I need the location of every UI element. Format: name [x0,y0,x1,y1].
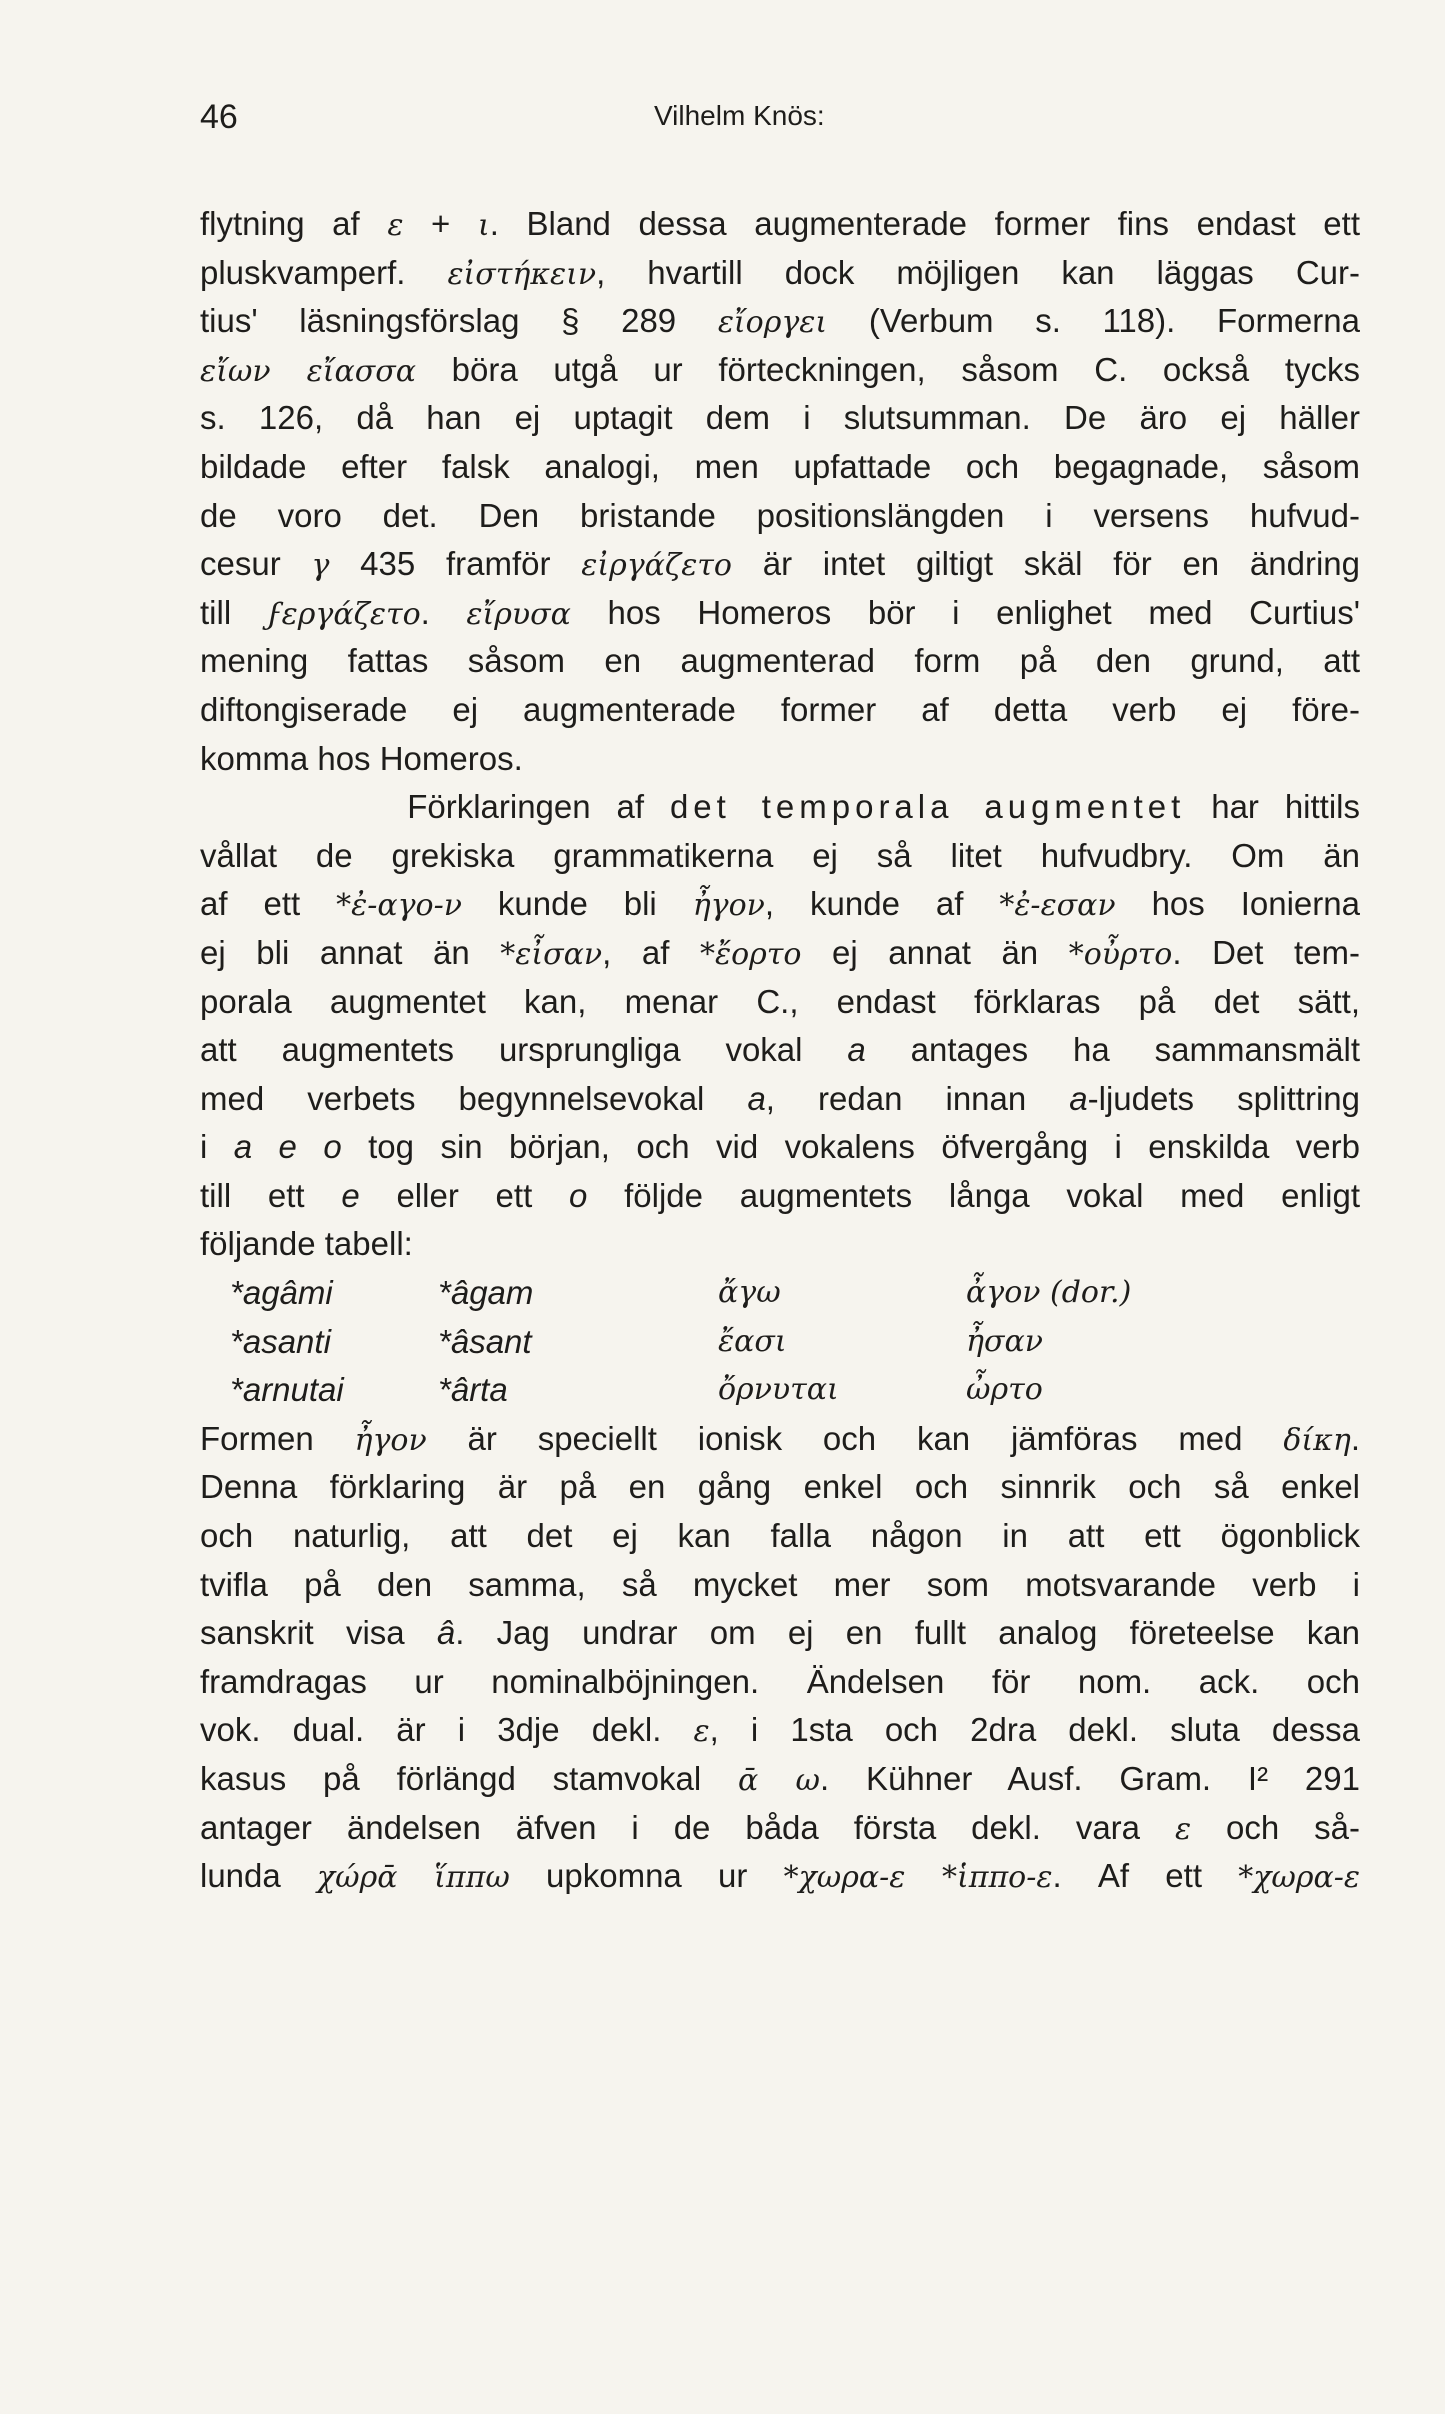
text-run: upkomna ur [509,1857,784,1895]
table-cell: ἆγον (dor.) [966,1275,1132,1311]
text-line [200,1706,1360,1755]
text-run: tog sin början, och vid vokalens öfvergång i enskilda verb [341,1128,1360,1166]
text-run: Formen [200,1419,355,1457]
italic-letter: a [747,1079,766,1117]
greek-word: χώρᾱ ἵππω [316,1860,510,1896]
greek-word: εἴοργει [717,305,828,341]
text-run: . Bland dessa augmenterade former fins endast ett [489,205,1360,242]
text-run: komma hos Homeros. [200,739,523,777]
table-row [200,1318,1360,1367]
text-run: ej annat än [801,933,1069,971]
text-line [200,1415,1360,1464]
text-run: antager ändelsen äfven i de båda första dekl. vara [200,1808,1175,1846]
table-cell: *agâmi [230,1274,333,1312]
table-cell: ἔασι [718,1323,787,1359]
text-run: eller ett [359,1176,569,1214]
greek-word: ϝεργάζετο [267,596,421,632]
text-line [200,1804,1360,1853]
greek-word: εἴων εἴασσα [200,353,416,389]
text-run: de voro det. Den bristande positionslängden i versens hufvud- [200,496,1360,534]
text-run: lunda [200,1857,317,1895]
italic-letter: â [436,1614,456,1652]
text-run: att augmentets ursprungliga vokal [200,1031,848,1069]
paragraph-block-1 [200,200,1360,1269]
table-cell: ἄγω [718,1275,781,1311]
text-run: . Jag undrar om ej en fullt analog företeelse kan [455,1614,1360,1652]
text-run: , kunde af [764,885,1000,923]
text-run: cesur [200,545,312,583]
text-run: (Verbum s. 118). Formerna [827,302,1360,340]
text-run: bildade efter falsk analogi, men upfattade och begagnade, såsom [200,447,1360,485]
text-run: vok. dual. är i 3dje dekl. [200,1711,694,1749]
table-cell: *âgam [438,1274,534,1312]
text-run: med verbets begynnelsevokal [200,1079,748,1117]
text-run: i [200,1128,234,1166]
text-run: och så- [1191,1808,1360,1846]
text-line [200,443,1360,492]
italic-letter: a e o [233,1128,342,1166]
text-run: antages ha sammansmält [865,1031,1360,1069]
text-run: af ett [200,885,337,923]
text-line [200,783,1360,832]
text-line [200,832,1360,881]
text-line [200,200,1360,249]
text-run: , hvartill dock möjligen kan läggas Cur- [596,253,1360,291]
text-line [200,1123,1360,1172]
text-run: flytning af [200,205,388,242]
page-number: 46 [200,98,238,136]
text-run: Förklaringen af [200,788,670,826]
greek-word: ἦγον [692,888,765,924]
greek-word: *ἐ-εσαν [999,888,1116,924]
greek-word: *ἔορτο [699,936,802,972]
paragraph-block-2 [200,1415,1360,1901]
table-row [200,1269,1360,1318]
greek-word: ᾱ ω [738,1763,820,1798]
text-line [200,735,1360,784]
text-run: till [200,593,268,631]
text-run: tius' läsningsförslag § 289 [200,302,718,340]
greek-word: γ [311,548,330,584]
text-run: är intet giltigt skäl för en ändring [731,545,1360,583]
text-line [200,1658,1360,1707]
text-run: följde augmentets långa vokal med enligt [587,1176,1360,1214]
text-run: + [403,205,478,242]
text-line [200,1852,1360,1901]
text-run: hos Homeros bör i enlighet med Curtius' [570,593,1360,631]
text-run: är speciellt ionisk och kan jämföras med [426,1419,1284,1457]
text-line [200,1220,1360,1269]
greek-word: ε [1174,1811,1192,1847]
text-run: , i 1sta och 2dra dekl. sluta dessa [709,1711,1360,1749]
italic-letter: a [847,1031,866,1069]
greek-word: δίκη [1283,1422,1351,1458]
text-line [200,589,1360,638]
table-cell: ὄρνυται [718,1372,839,1408]
table-cell: ὦρτο [966,1372,1043,1408]
table-cell: *âsant [438,1322,532,1360]
greek-word: ε [693,1714,710,1750]
body-text [200,200,1360,1901]
text-line [200,929,1360,978]
table-cell: *ârta [438,1371,508,1409]
text-run: kasus på förlängd stamvokal [200,1760,739,1797]
text-line [200,1075,1360,1124]
text-run: mening fattas såsom en augmenterad form på den grund, att [200,642,1360,680]
italic-letter: o [568,1176,588,1214]
text-run: . Af ett [1052,1857,1239,1895]
greek-word: ἦγον [354,1422,427,1458]
page-header [200,98,1360,148]
text-line [200,1512,1360,1561]
table-cell: *arnutai [230,1371,344,1409]
greek-word: *χωρα-ε *ἱππο-ε [783,1860,1053,1896]
text-run: sanskrit visa [200,1614,437,1652]
text-run: vållat de grekiska grammatikerna ej så litet hufvudbry. Om än [200,836,1360,874]
text-line [200,686,1360,735]
text-line [200,492,1360,541]
greek-word: *χωρα-ε [1238,1860,1360,1896]
text-line [200,297,1360,346]
table-row [200,1366,1360,1415]
text-run: s. 126, då han ej uptagit dem i slutsumman. De äro ej häller [200,399,1360,437]
greek-word: ε [387,208,404,243]
table-cell: ἦσαν [966,1323,1043,1359]
text-run: Denna förklaring är på en gång enkel och sinnrik och så enkel [200,1468,1360,1506]
greek-word: εἴρυσα [466,596,571,632]
text-line [200,1463,1360,1512]
greek-word: *οὖρτο [1068,936,1173,972]
text-run: pluskvamperf. [200,253,448,291]
text-line [200,540,1360,589]
text-run: diftongiserade ej augmenterade former af detta verb ej före- [200,690,1360,728]
text-line [200,1561,1360,1610]
text-run: följande tabell: [200,1225,413,1263]
text-line [200,1026,1360,1075]
text-run: . Det tem- [1172,933,1360,971]
augment-table [200,1269,1360,1415]
text-line [200,1609,1360,1658]
italic-letter: e [341,1176,360,1214]
text-line [200,249,1360,298]
running-title: Vilhelm Knös: [654,100,825,131]
text-line [200,637,1360,686]
text-run: 435 framför [329,545,582,583]
greek-word: ι [477,208,490,243]
text-line [200,978,1360,1027]
greek-word: *ἐ-αγο-ν [336,888,462,924]
text-line [200,1755,1360,1804]
text-line [200,880,1360,929]
text-line [200,346,1360,395]
text-line [200,1172,1360,1221]
text-run: ej bli annat än [200,933,501,971]
text-run: , redan innan [765,1079,1070,1117]
text-run: tvifla på den samma, så mycket mer som motsvarande verb i [200,1565,1360,1603]
text-run: framdragas ur nominalböjningen. Ändelsen för nom. ack. och [200,1662,1360,1700]
text-run: porala augmentet kan, menar C., endast förklaras på det sätt, [200,982,1360,1020]
text-run: till ett [200,1176,342,1214]
text-run: . [1350,1419,1360,1457]
greek-word: *εἶσαν [500,936,603,972]
spaced-term: det temporala augmentet [669,788,1186,826]
italic-letter: a [1069,1079,1088,1117]
text-line [200,394,1360,443]
text-run: hos Ionierna [1115,885,1360,923]
text-run: har hittils [1185,788,1360,826]
greek-word: εἰργάζετο [581,548,732,584]
greek-word: εἰστήκειν [447,256,597,292]
text-run: , af [602,933,700,971]
text-run: . Kühner Ausf. Gram. I² 291 [819,1760,1360,1797]
text-run: och naturlig, att det ej kan falla någon in att ett ögonblick [200,1517,1360,1555]
text-run: kunde bli [461,885,693,923]
table-cell: *asanti [230,1322,331,1360]
text-run: böra utgå ur förteckningen, såsom C. också tycks [415,350,1360,388]
text-run: . [420,593,467,631]
text-run: -ljudets splittring [1087,1079,1360,1117]
